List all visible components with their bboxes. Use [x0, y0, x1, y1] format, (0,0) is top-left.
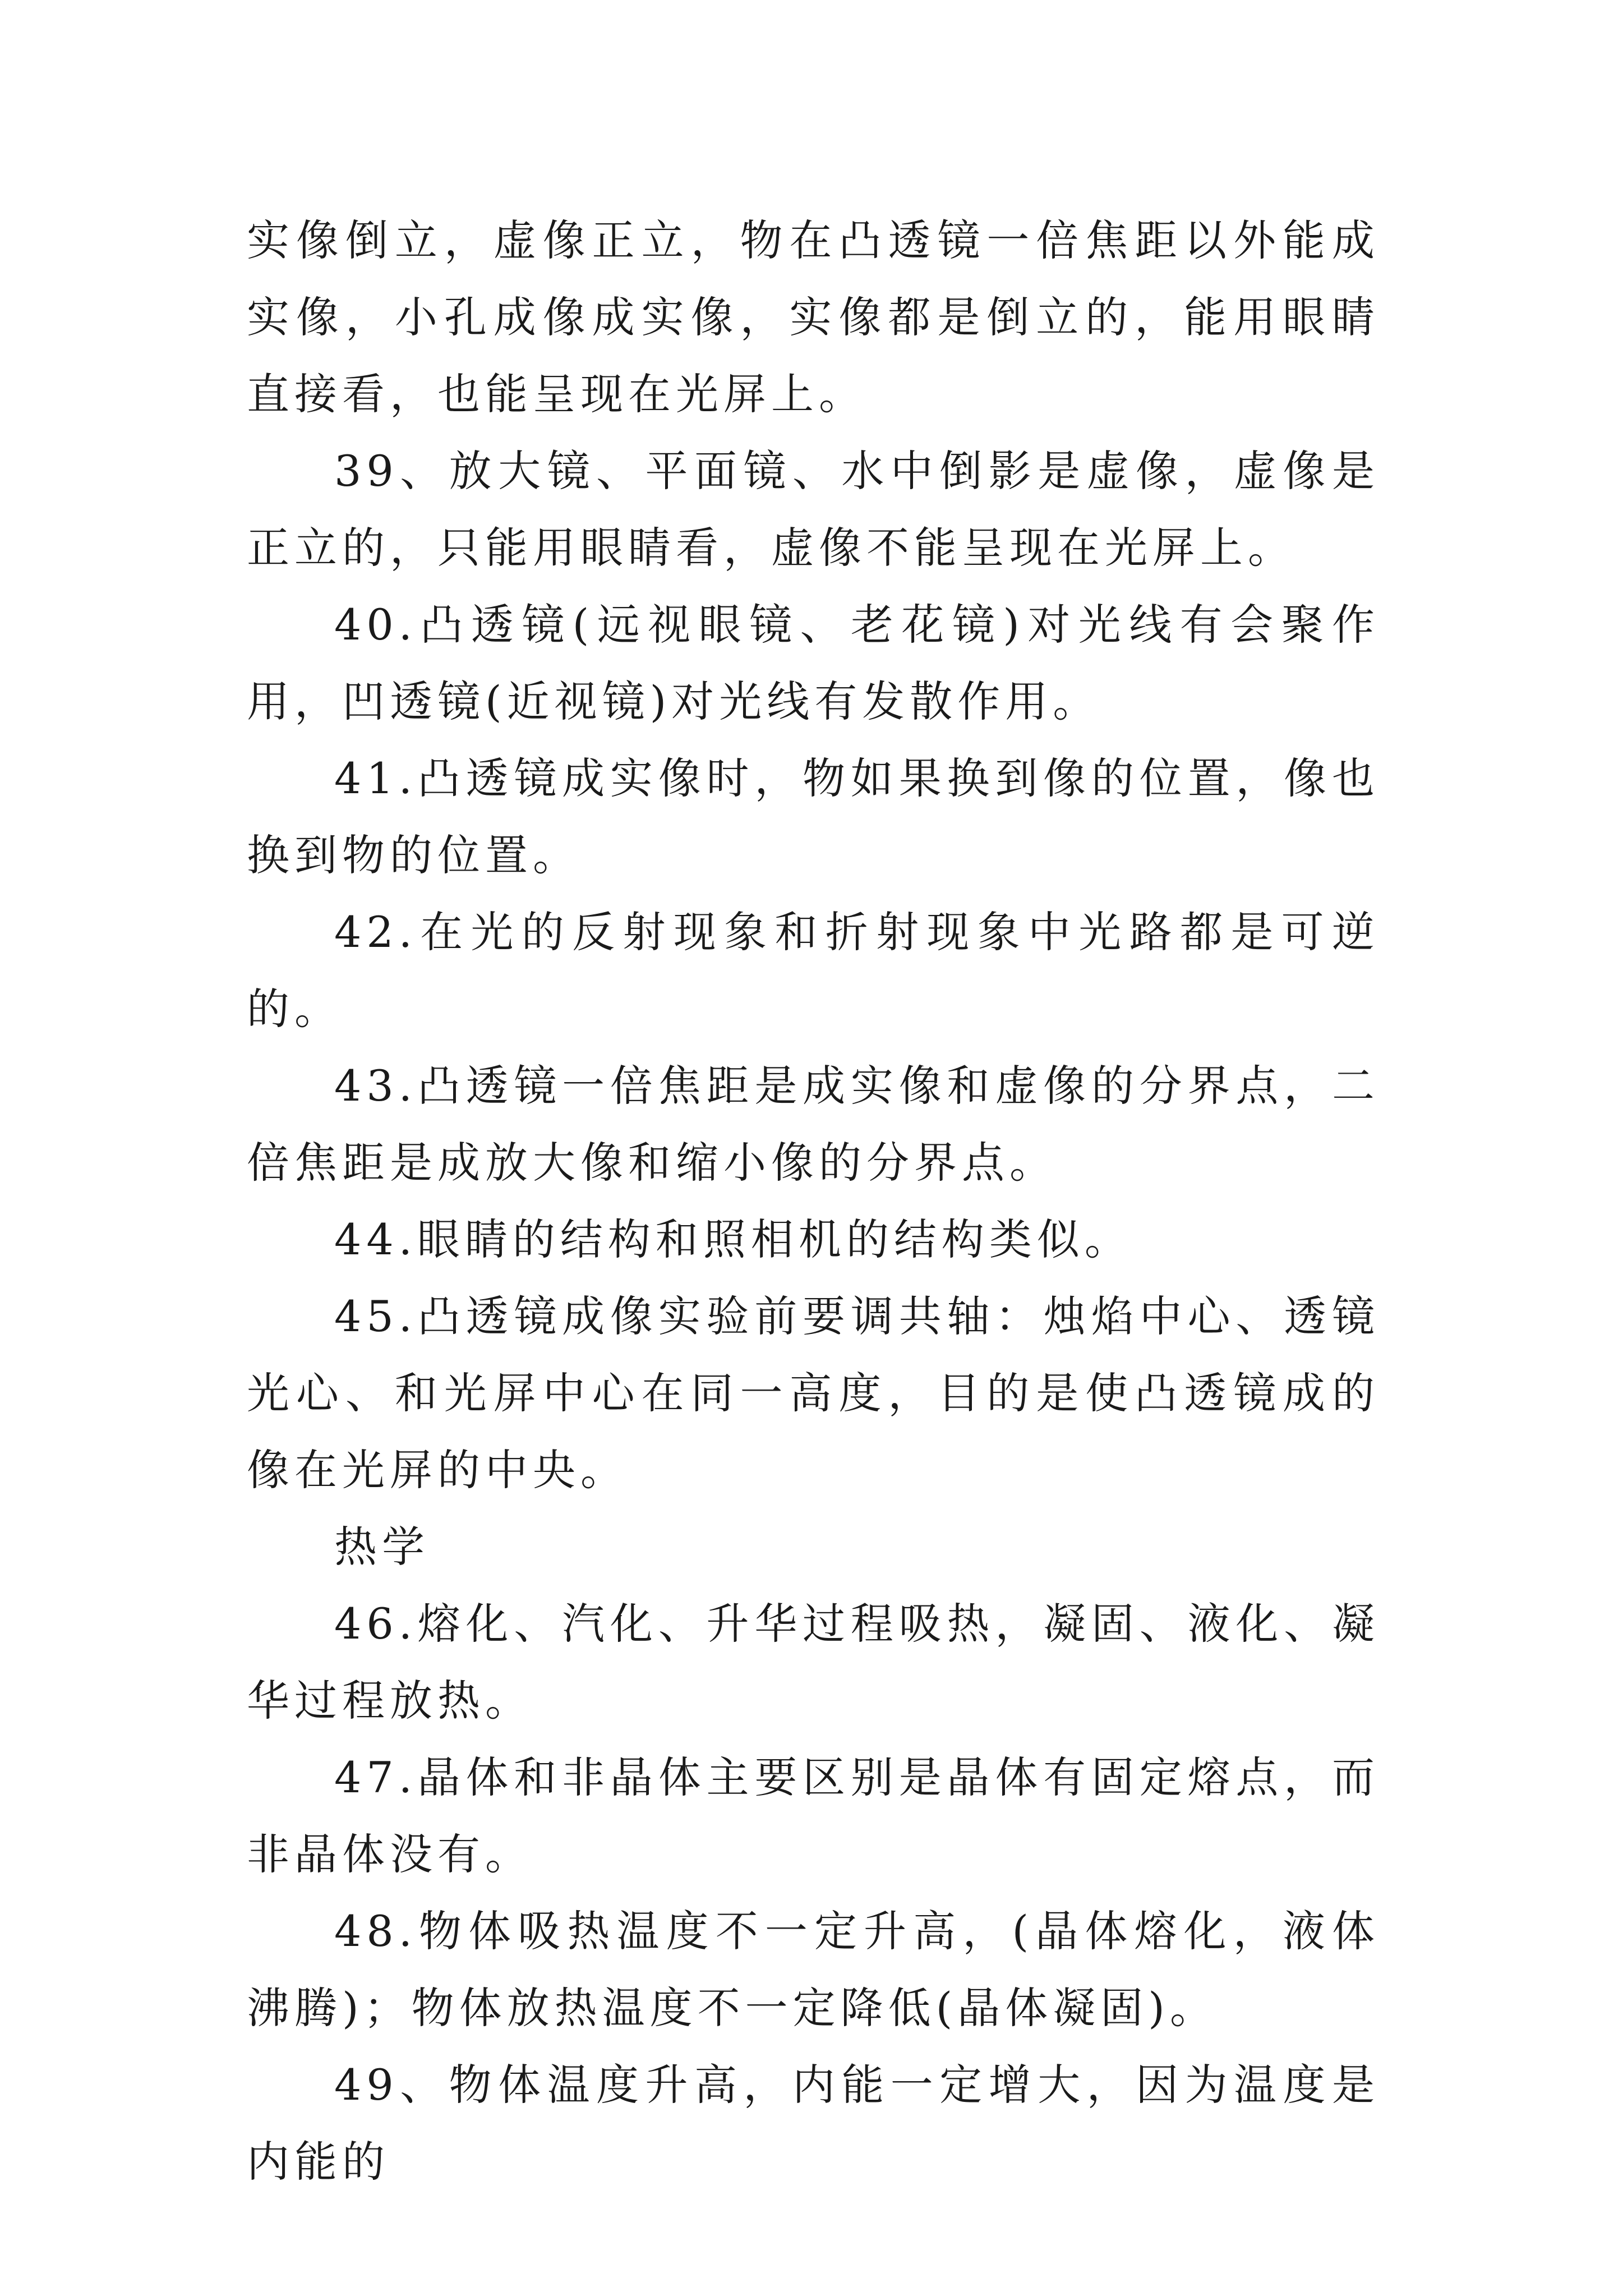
paragraph-intro: 实像倒立，虚像正立，物在凸透镜一倍焦距以外能成实像，小孔成像成实像，实像都是倒立的，能用眼睛直接看，也能呈现在光屏上。	[247, 215, 1380, 419]
paragraph-43: 43.凸透镜一倍焦距是成实像和虚像的分界点，二倍焦距是成放大像和缩小像的分界点。	[247, 1061, 1380, 1188]
paragraph-49: 49、物体温度升高，内能一定增大，因为温度是内能的	[247, 2060, 1380, 2187]
section-heading-thermodynamics: 热学	[334, 1522, 430, 1572]
paragraph-47: 47.晶体和非晶体主要区别是晶体有固定熔点，而非晶体没有。	[247, 1752, 1380, 1879]
paragraph-39: 39、放大镜、平面镜、水中倒影是虚像，虚像是正立的，只能用眼睛看，虚像不能呈现在光屏上。	[247, 446, 1380, 573]
paragraph-41: 41.凸透镜成实像时，物如果换到像的位置，像也换到物的位置。	[247, 753, 1380, 880]
paragraph-40: 40.凸透镜(远视眼镜、老花镜)对光线有会聚作用，凹透镜(近视镜)对光线有发散作用。	[247, 600, 1380, 726]
document-body	[247, 202, 1380, 2200]
paragraph-48: 48.物体吸热温度不一定升高，(晶体熔化，液体沸腾)；物体放热温度不一定降低(晶体凝固)。	[247, 1906, 1380, 2033]
paragraph-46: 46.熔化、汽化、升华过程吸热，凝固、液化、凝华过程放热。	[247, 1599, 1380, 1726]
paragraph-45: 45.凸透镜成像实验前要调共轴：烛焰中心、透镜光心、和光屏中心在同一高度，目的是使凸透镜成的像在光屏的中央。	[247, 1291, 1380, 1495]
paragraph-44: 44.眼睛的结构和照相机的结构类似。	[334, 1214, 1132, 1264]
paragraph-42: 42.在光的反射现象和折射现象中光路都是可逆的。	[247, 907, 1380, 1034]
